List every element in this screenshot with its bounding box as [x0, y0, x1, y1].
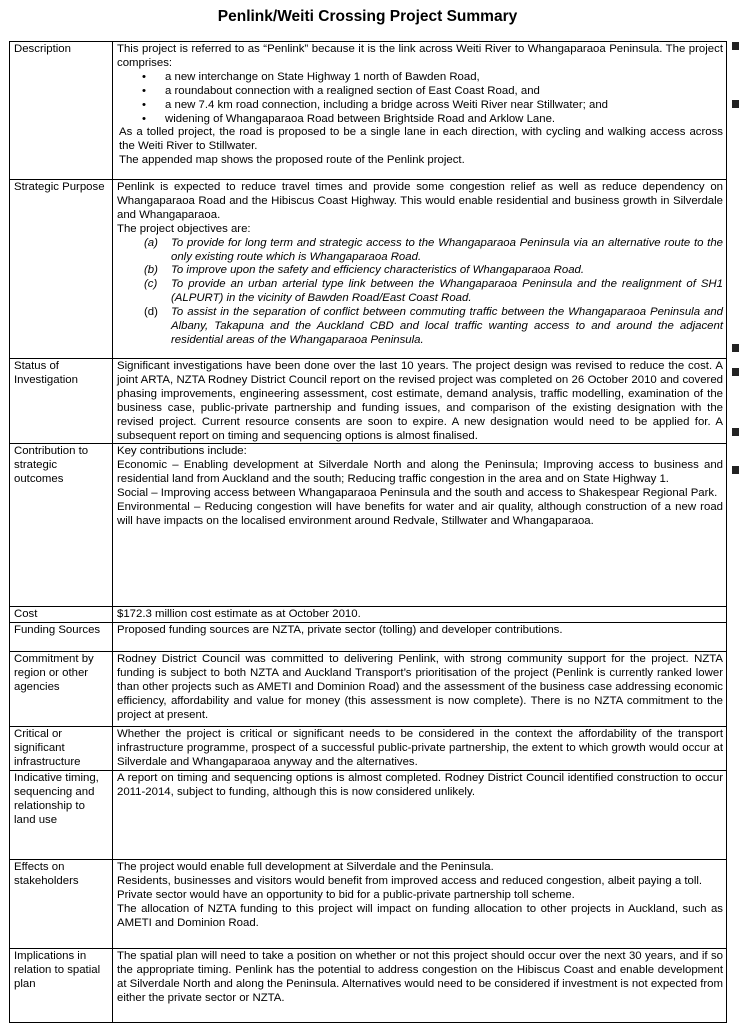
page-title: Penlink/Weiti Crossing Project Summary — [217, 8, 518, 25]
scan-artifact — [732, 42, 739, 50]
objective-marker: (b) — [144, 264, 158, 277]
strategic-intro: Penlink is expected to reduce travel times and provide some congestion relief as well as reduce dependency on Whangaparaoa Road and the Hibiscus Coast Highway. This would enable residential and business growth in Silverdale and Whangaparaoa. — [117, 181, 723, 221]
scan-artifact — [732, 100, 739, 108]
list-item: • a new interchange on State Highway 1 north of Bawden Road, — [165, 71, 723, 85]
row-content: The spatial plan will need to take a position on whether or not this project should occur over the next 30 years, and if so the appropriate timing. Penlink has the potential to address congestion on the Hibiscus Coast and enable development at Silverdale North and along the Peninsula. Alternatives would need to be considered if investment is not expected from either the private sector or NZTA. — [113, 949, 727, 1023]
row-label: Critical or significant infrastructure — [10, 727, 113, 771]
scan-artifact — [732, 466, 739, 474]
table-row — [10, 607, 727, 623]
row-content — [113, 42, 727, 180]
list-item: • a new 7.4 km road connection, including a bridge across Weiti River near Stillwater; and — [165, 99, 723, 113]
effects-paragraph: The allocation of NZTA funding to this project will impact on funding allocation to other projects in Auckland, such as AMETI and Dominion Road. — [117, 903, 723, 929]
map-note: The appended map shows the proposed route of the Penlink project. — [119, 154, 465, 167]
objective-text: To provide for long term and strategic access to the Whangaparaoa Peninsula via an alternative route to the only existing route which is Whangaparaoa Road. — [171, 236, 723, 263]
tolled-note: As a tolled project, the road is proposed to be a single lane in each direction, with cycling and walking access across the Weiti River to Stillwater. — [119, 126, 723, 153]
list-item — [144, 264, 723, 278]
objectives-intro: The project objectives are: — [117, 222, 251, 235]
list-item: • a roundabout connection with a realigned section of East Coast Road, and — [165, 85, 723, 99]
project-summary-table — [9, 41, 727, 1023]
list-item — [144, 278, 723, 306]
row-label: Commitment by region or other agencies — [10, 652, 113, 727]
contribution-intro: Key contributions include: — [117, 445, 247, 458]
objective-marker: (c) — [144, 278, 158, 291]
row-label: Description — [10, 42, 113, 180]
table-row — [10, 359, 727, 444]
row-content — [113, 444, 727, 607]
row-label: Implications in relation to spatial plan — [10, 949, 113, 1023]
row-content: $172.3 million cost estimate as at October 2010. — [113, 607, 727, 623]
row-content — [113, 860, 727, 949]
table-row — [10, 860, 727, 949]
description-intro: This project is referred to as “Penlink” because it is the link across Weiti River to Whangaparaoa Peninsula. The project comprises: — [117, 43, 723, 69]
economic-contribution: Economic – Enabling development at Silverdale North and along the Peninsula; Improving access to business and residential land from Auckland and the south; Reducing traffic congestion in the area and on State Highway 1. — [117, 459, 723, 486]
row-content: A report on timing and sequencing options is almost completed. Rodney District Council identified construction to occur 2011-2014, subject to funding, although this is now considered unlikely. — [113, 771, 727, 860]
scan-artifact — [732, 428, 739, 436]
objectives-list — [117, 237, 723, 348]
row-content: Significant investigations have been done over the last 10 years. The project design was revised to reduce the cost. A joint ARTA, NZTA Rodney District Council report on the revised project was completed on 26 October 2010 and covered phasing improvements, engineering assessment, cost estimate, demand analysis, traffic modelling, examination of the business case, public-private partnership and funding issues, and comparison of the existing designation with the revised project. Current resource consents are soon to expire. A new designation would need to be applied for. A subsequent report on timing and sequencing options is almost finalised. — [113, 359, 727, 444]
social-contribution: Social – Improving access between Whangaparaoa Peninsula and the south and access to Shakespear Regional Park. — [117, 487, 718, 500]
list-item: • widening of Whangaparaoa Road between Brightside Road and Arklow Lane. — [165, 113, 723, 127]
row-label: Contribution to strategic outcomes — [10, 444, 113, 607]
scan-artifact — [732, 344, 739, 352]
objective-marker: (d) — [144, 306, 158, 319]
row-content — [113, 180, 727, 359]
table-row — [10, 180, 727, 359]
environmental-contribution: Environmental – Reducing congestion will have benefits for water and air quality, although construction of a new road will have impacts on the localised environment around Redvale, Stillwater and Whangaparaoa. — [117, 501, 723, 527]
objective-marker: (a) — [144, 236, 158, 249]
table-row — [10, 444, 727, 607]
row-label: Effects on stakeholders — [10, 860, 113, 949]
effects-paragraph: Residents, businesses and visitors would benefit from improved access and reduced congestion, albeit paying a toll. — [117, 875, 703, 888]
objective-text: To improve upon the safety and efficiency characteristics of Whangaparaoa Road. — [171, 264, 585, 277]
objective-text: To assist in the separation of conflict between commuting traffic between the Whangaparaoa Peninsula and Albany, Takapuna and the Auckland CBD and local traffic wanting access to and around the adjacent residential areas of the Whangaparaoa Peninsula. — [171, 306, 723, 346]
table-row — [10, 652, 727, 727]
component-list — [117, 71, 723, 127]
row-label: Funding Sources — [10, 623, 113, 652]
row-label: Cost — [10, 607, 113, 623]
row-label: Strategic Purpose — [10, 180, 113, 359]
table-row — [10, 727, 727, 771]
row-label: Status of Investigation — [10, 359, 113, 444]
scan-artifact — [732, 368, 739, 376]
row-label: Indicative timing, sequencing and relationship to land use — [10, 771, 113, 860]
list-item — [144, 236, 723, 265]
row-content: Rodney District Council was committed to delivering Penlink, with strong community support for the project. NZTA funding is subject to both NZTA and Auckland Transport’s prioritisation of the project (Penlink is currently ranked lower than other projects such as AMETI and Dominion Road) and the assessment of the business case addressing economic efficiency, affordability and value for money (this assessment is now complete). There is no NZTA commitment to the project at present. — [113, 652, 727, 727]
row-content: Whether the project is critical or significant needs to be considered in the context the affordability of the transport infrastructure programme, prospect of a successful public-private partnership, the extent to which growth would occur at Silverdale and Whangaparaoa anyway and the alternatives. — [113, 727, 727, 771]
effects-paragraph: Private sector would have an opportunity to bid for a public-private partnership toll scheme. — [117, 889, 575, 902]
row-content: Proposed funding sources are NZTA, private sector (tolling) and developer contributions. — [113, 623, 727, 652]
table-row — [10, 42, 727, 180]
objective-text: To provide an urban arterial type link between the Whangaparaoa Peninsula and the realignment of SH1 (ALPURT) in the vicinity of Bawden Road/East Coast Road. — [171, 278, 723, 305]
effects-paragraph: The project would enable full development at Silverdale and the Peninsula. — [117, 861, 494, 874]
list-item — [144, 306, 723, 348]
table-row — [10, 623, 727, 652]
table-row — [10, 949, 727, 1023]
table-row — [10, 771, 727, 860]
